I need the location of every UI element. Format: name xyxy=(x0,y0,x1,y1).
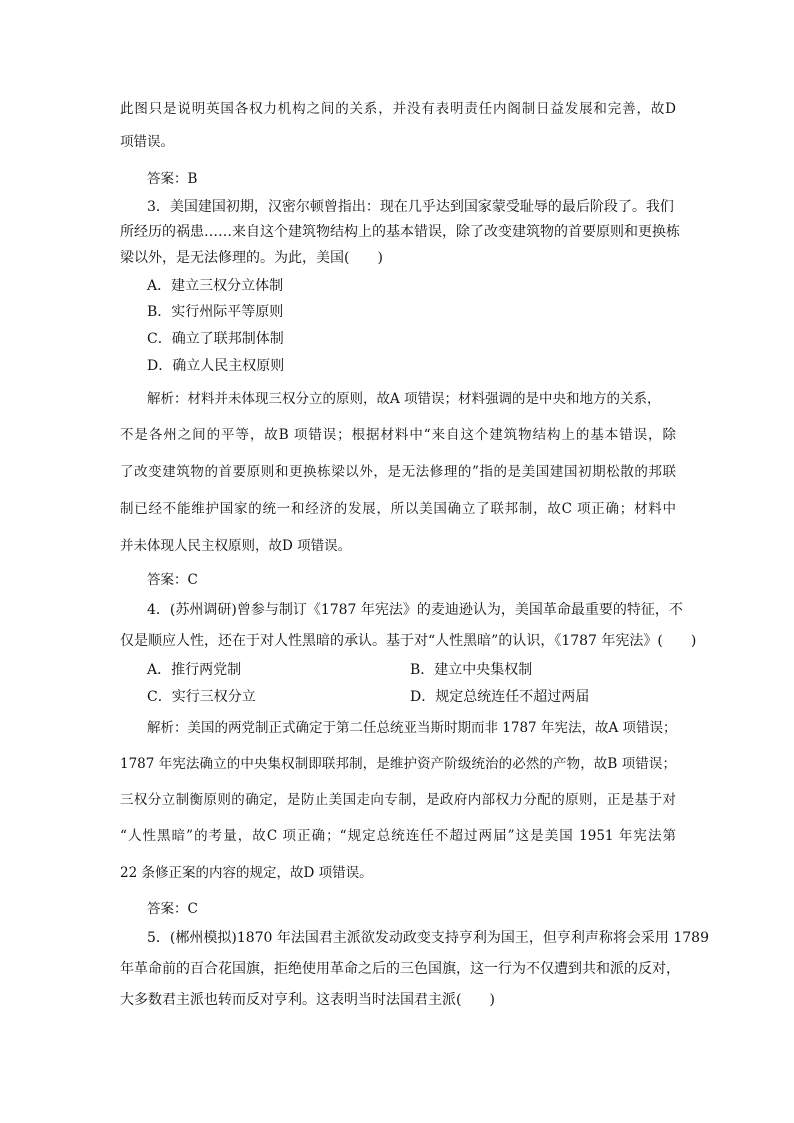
explanation-3-line-5: 并未体现人民主权原则，故D 项错误。 xyxy=(120,538,352,554)
explanation-4-line-3: 三权分立制衡原则的确定，是防止美国走向专制，是政府内部权力分配的原则，正是基于对 xyxy=(120,792,676,808)
question-5-line-3: 大多数君主派也转而反对亨利。这表明当时法国君主派( ) xyxy=(120,992,495,1008)
question-4-option-c: C．实行三权分立 xyxy=(147,689,256,705)
question-4-option-d: D．规定总统连任不超过两届 xyxy=(410,689,590,705)
explanation-4-line-2: 1787 年宪法确立的中央集权制即联邦制，是维护资产阶级统治的必然的产物，故B 项错误； xyxy=(120,756,676,772)
prev-explanation-line-2: 项错误。 xyxy=(120,134,174,150)
explanation-4-line-1: 解析：美国的两党制正式确定于第二任总统亚当斯时期而非 1787 年宪法，故A 项错误； xyxy=(147,720,677,736)
question-3-option-b: B．实行州际平等原则 xyxy=(147,304,284,320)
explanation-3-line-4: 制已经不能维护国家的统一和经济的发展，所以美国确立了联邦制，故C 项正确；材料中 xyxy=(120,501,676,517)
explanation-3-line-1: 解析：材料并未体现三权分立的原则，故A 项错误；材料强调的是中央和地方的关系， xyxy=(147,391,661,407)
question-4-option-b: B．建立中央集权制 xyxy=(410,662,533,678)
answer-2: 答案：B xyxy=(147,171,198,187)
explanation-3-line-2: 不是各州之间的平等，故B 项错误；根据材料中“来自这个建筑物结构上的基本错误，除 xyxy=(120,427,676,443)
explanation-4-line-5: 22 条修正案的内容的规定，故D 项错误。 xyxy=(120,865,373,881)
question-3-line-1: 3．美国建国初期，汉密尔顿曾指出：现在几乎达到国家蒙受耻辱的最后阶段了。我们 xyxy=(147,199,674,215)
answer-3: 答案：C xyxy=(147,572,198,588)
question-3-option-d: D．确立人民主权原则 xyxy=(147,358,285,374)
explanation-3-line-3: 了改变建筑物的首要原则和更换栋梁以外，是无法修理的”指的是美国建国初期松散的邦联 xyxy=(120,464,676,480)
question-5-line-2: 年革命前的百合花国旗，拒绝使用革命之后的三色国旗，这一行为不仅遭到共和派的反对， xyxy=(120,961,680,977)
question-3-line-2: 所经历的祸患……来自这个建筑物结构上的基本错误，除了改变建筑物的首要原则和更换栋 xyxy=(120,224,680,240)
prev-explanation-line-1: 此图只是说明英国各权力机构之间的关系，并没有表明责任内阁制日益发展和完善，故D xyxy=(120,101,676,117)
question-4-line-2: 仅是顺应人性，还在于对人性黑暗的承认。基于对“人性黑暗”的认识，《1787 年宪法》( ) xyxy=(120,633,697,649)
answer-4: 答案：C xyxy=(147,901,198,917)
question-5-line-1: 5．(郴州模拟)1870 年法国君主派欲发动政变支持亨利为国王，但亨利声称将会采用 1789 xyxy=(147,930,709,946)
question-4-line-1: 4．(苏州调研)曾参与制订《1787 年宪法》的麦迪逊认为，美国革命最重要的特征，不 xyxy=(147,602,683,618)
question-3-option-a: A．建立三权分立体制 xyxy=(147,278,284,294)
question-4-option-a: A．推行两党制 xyxy=(147,662,242,678)
explanation-4-line-4: “人性黑暗”的考量，故C 项正确；“规定总统连任不超过两届”这是美国 1951 年宪法第 xyxy=(120,828,676,844)
question-3-line-3: 梁以外，是无法修理的。为此，美国( ) xyxy=(120,250,383,266)
question-3-option-c: C．确立了联邦制体制 xyxy=(147,331,284,347)
